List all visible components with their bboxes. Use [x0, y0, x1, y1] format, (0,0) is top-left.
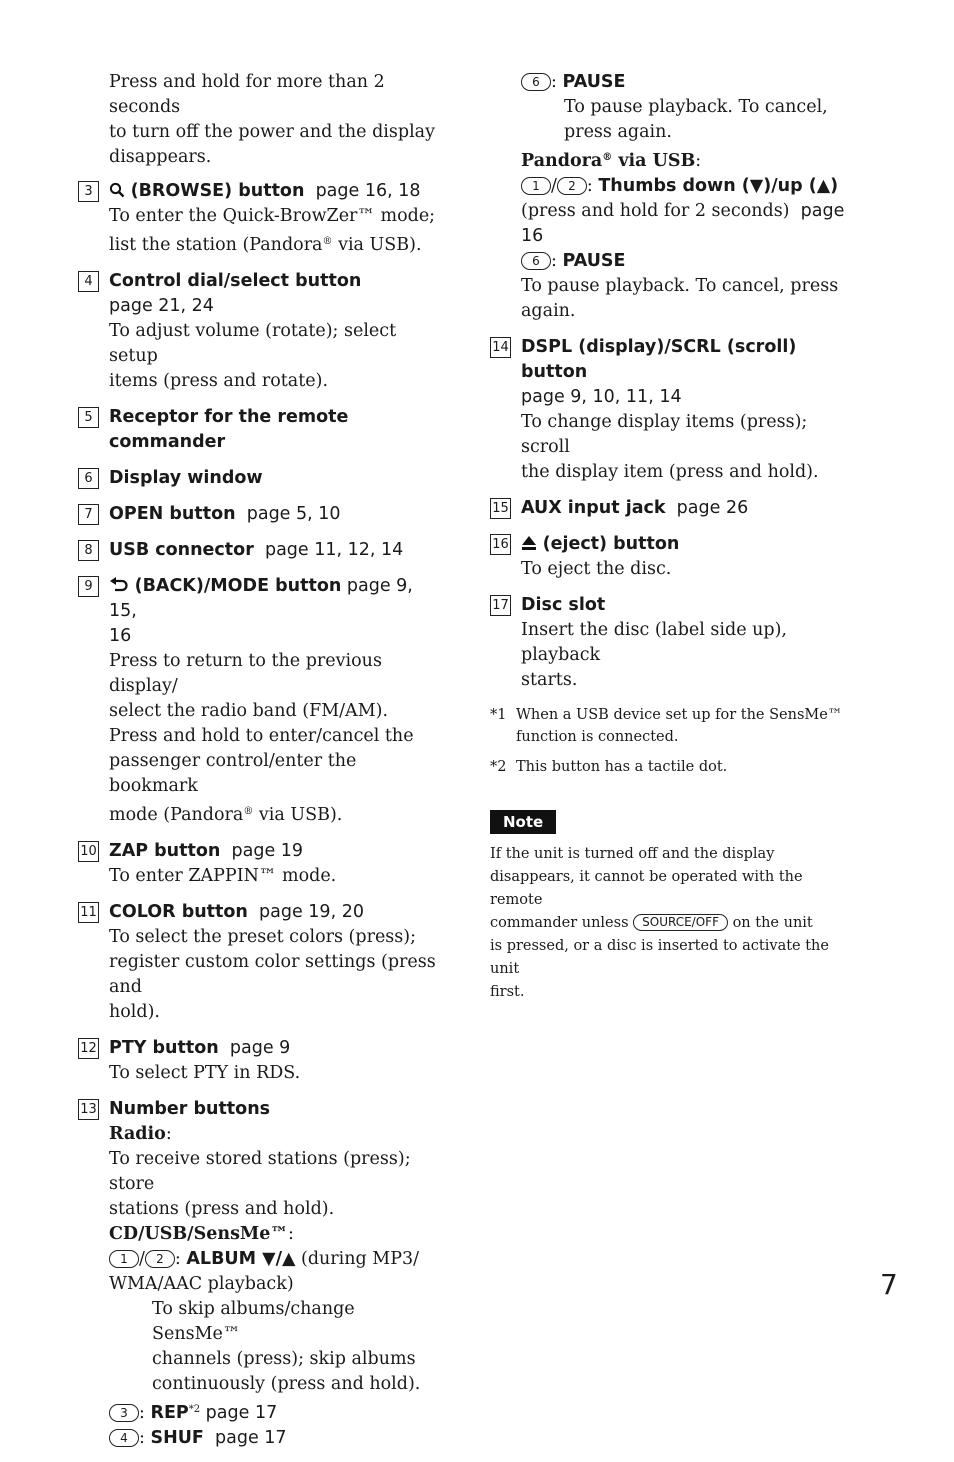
item-dspl-scrl-button: 14 DSPL (display)/SCRL (scroll) button page 9, 10, 11, 14 To change display items (press); scroll the display item (press and hold).	[490, 335, 850, 485]
item-zap-button: 10 ZAP button page 19 To enter ZAPPIN™ mode.	[78, 839, 438, 889]
item-control-dial: 4 Control dial/select button page 21, 24 To adjust volume (rotate); select setup items (press and rotate).	[78, 269, 438, 394]
button-6-label: 6	[521, 252, 551, 270]
item-number: 5	[78, 407, 99, 428]
item-number: 10	[78, 841, 99, 862]
item-number: 8	[78, 540, 99, 561]
page-number: 7	[880, 1268, 898, 1301]
note-label: Note	[490, 810, 556, 834]
item-number: 6	[78, 468, 99, 489]
item-open-button: 7 OPEN button page 5, 10	[78, 502, 438, 527]
item-number: 14	[490, 337, 511, 358]
item-aux-input-jack: 15 AUX input jack page 26	[490, 496, 850, 521]
number-buttons-continued: 6 : PAUSE To pause playback. To cancel, press again. Pandora® via USB: 1 / 2 : Thumbs down (▼)/up (▲) (press and hold for 2 seconds) page 16 6 : PAUSE To pause playback. To cancel, press again.	[521, 72, 845, 321]
source-off-button-label: SOURCE/OFF	[633, 914, 728, 931]
back-arrow-icon	[109, 576, 129, 596]
left-column	[78, 70, 438, 1462]
intro-text: Press and hold for more than 2 seconds to turn off the power and the display disappears.	[109, 72, 435, 167]
footnote-2: *2 This button has a tactile dot.	[490, 759, 728, 775]
item-usb-connector: 8 USB connector page 11, 12, 14	[78, 538, 438, 563]
eject-icon	[521, 534, 537, 554]
right-column	[490, 70, 850, 1004]
button-2-label: 2	[145, 1250, 175, 1268]
button-6-label: 6	[521, 73, 551, 91]
item-number: 4	[78, 271, 99, 292]
item-number: 16	[490, 534, 511, 555]
button-1-label: 1	[521, 177, 551, 195]
item-color-button: 11 COLOR button page 19, 20 To select the preset colors (press); register custom color settings (press and hold).	[78, 900, 438, 1025]
item-number: 15	[490, 498, 511, 519]
item-pty-button: 12 PTY button page 9 To select PTY in RDS.	[78, 1036, 438, 1086]
button-1-label: 1	[109, 1250, 139, 1268]
item-receptor: 5 Receptor for the remote commander	[78, 405, 438, 455]
item-number: 12	[78, 1038, 99, 1059]
button-3-label: 3	[109, 1404, 139, 1422]
item-number: 3	[78, 181, 99, 202]
magnifier-icon	[109, 181, 125, 201]
footnote-1: *1 When a USB device set up for the SensMe™ function is connected.	[490, 707, 843, 745]
item-browse-button: 3 (BROWSE) button page 16, 18 To enter the Quick-BrowZer™ mode; list the station (Pandora® via USB).	[78, 179, 438, 258]
item-number: 13	[78, 1099, 99, 1120]
button-4-label: 4	[109, 1429, 139, 1447]
button-2-label: 2	[557, 177, 587, 195]
item-back-mode-button: 9 (BACK)/MODE button page 9, 15, 16 Press to return to the previous display/ select the radio band (FM/AM). Press and hold to enter/cancel the passenger control/enter the bookmark mode (Pandora® via USB).	[78, 574, 438, 828]
item-number-buttons: 13 Number buttons Radio: To receive stored stations (press); store stations (press and hold). CD/USB/SensMe™: 1 / 2 : ALBUM ▼/▲ (during MP3/ WMA/AAC playback) To skip albums/change SensMe™ channels (press); skip albums continuously (press and hold). 3 : REP$^{*2}$ page 17 4 : SHUF page 17	[78, 1097, 438, 1451]
item-number: 11	[78, 902, 99, 923]
item-eject-button: 16 (eject) button To eject the disc.	[490, 532, 850, 582]
note-text: If the unit is turned off and the display disappears, it cannot be operated with the remote commander unless SOURCE/OFF on the unit is pressed, or a disc is inserted to activate the unit first.	[490, 846, 829, 1000]
item-disc-slot: 17 Disc slot Insert the disc (label side up), playback starts.	[490, 593, 850, 693]
item-number: 7	[78, 504, 99, 525]
item-number: 17	[490, 595, 511, 616]
item-number: 9	[78, 576, 99, 597]
item-display-window: 6 Display window	[78, 466, 438, 491]
